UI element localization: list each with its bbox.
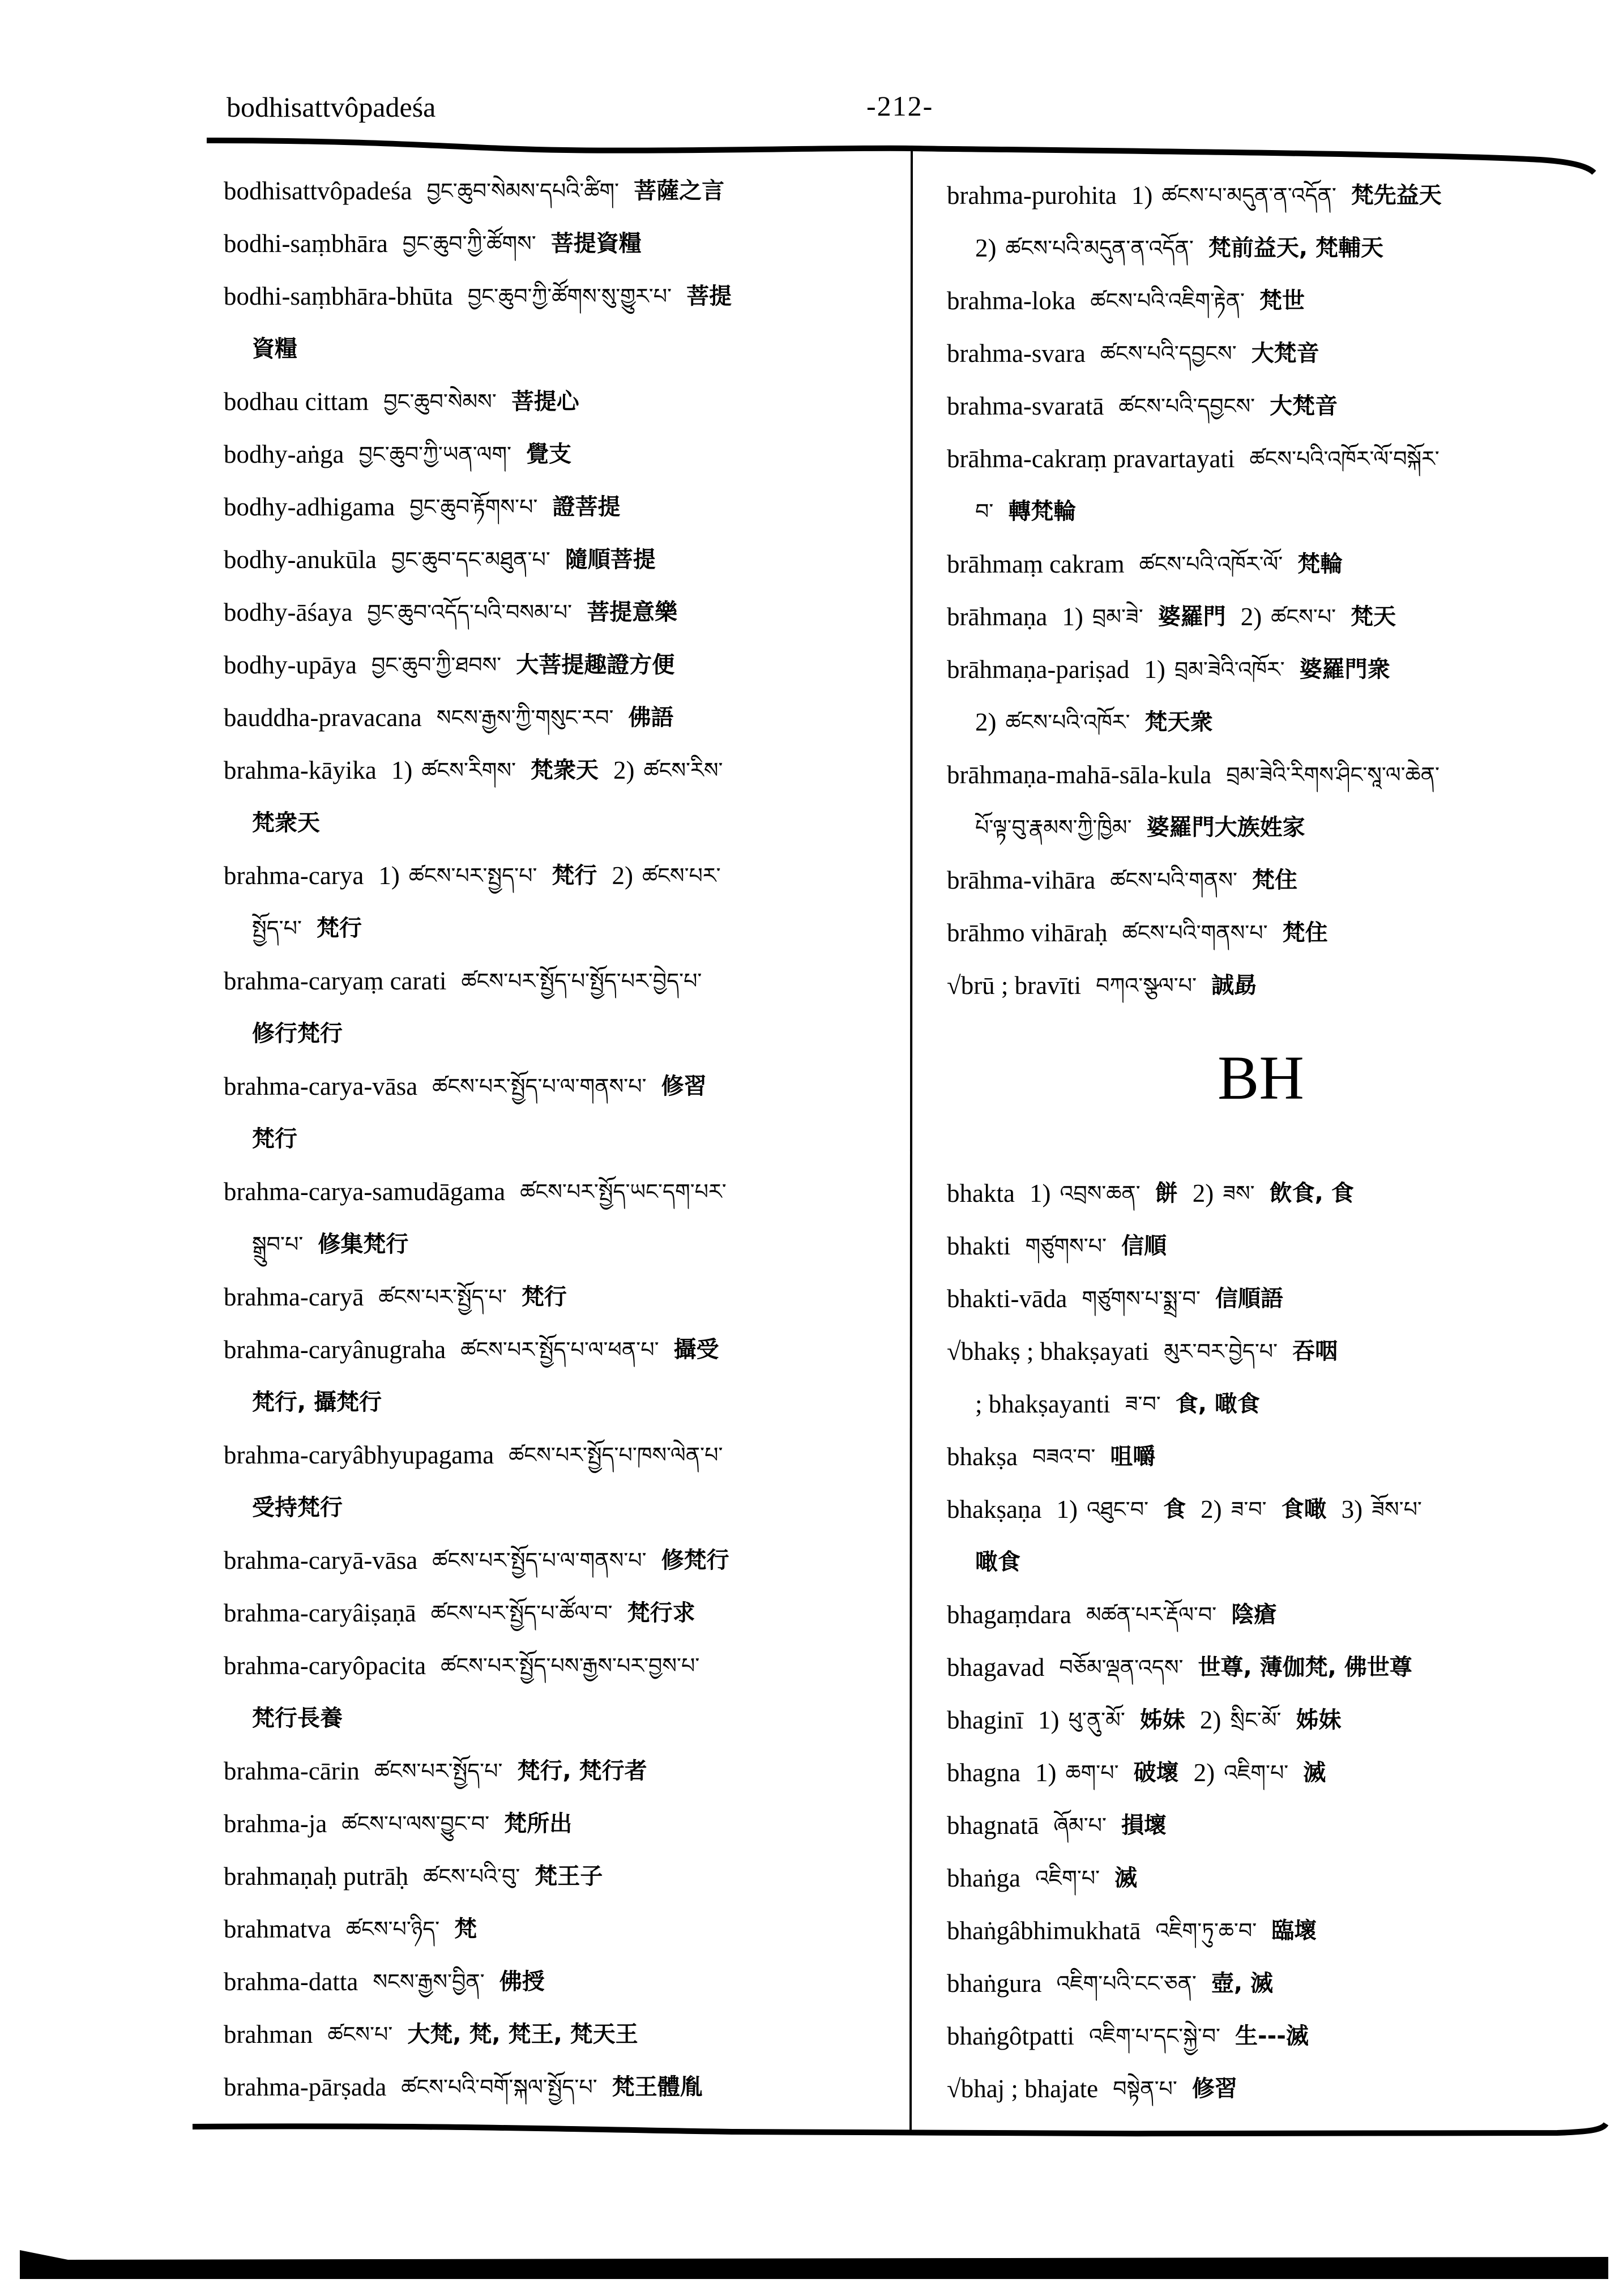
tibetan-equivalent: བྱང་ཆུབ་སེམས་དཔའི་ཚིག་ xyxy=(426,178,620,203)
sanskrit-term: brahma-datta xyxy=(224,1967,358,1996)
sanskrit-term: brahmaṇaḥ putrāḥ xyxy=(224,1862,409,1890)
sanskrit-term: brahmatva xyxy=(224,1914,331,1943)
chinese-equivalent: 證菩提 xyxy=(552,493,621,520)
chinese-equivalent: 壺, 滅 xyxy=(1211,1970,1274,1996)
sanskrit-term: bodhy-anukūla xyxy=(224,545,377,574)
tibetan-equivalent: བཟའ་བ་ xyxy=(1032,1444,1096,1469)
tibetan-equivalent: ཚངས་པ་མདུན་ན་འདོན་ xyxy=(1161,182,1336,208)
entry-continuation xyxy=(252,322,312,375)
tibetan-equivalent: ཚངས་པའི་གནས་ xyxy=(1110,867,1237,893)
chinese-equivalent: 損壞 xyxy=(1121,1812,1167,1838)
tibetan-equivalent: སངས་རྒྱས་བྱིན་ xyxy=(373,1969,485,1994)
chinese-equivalent: 梵行 xyxy=(521,1283,567,1310)
sanskrit-term: bodhi-saṃbhāra xyxy=(224,229,388,258)
dictionary-entry xyxy=(947,1167,1369,1219)
chinese-equivalent: 婆羅門衆 xyxy=(1299,656,1390,682)
sanskrit-term: brāhmaṇa-mahā-sāla-kula xyxy=(947,760,1212,789)
dictionary-entry xyxy=(947,1588,1291,1641)
dictionary-entry xyxy=(224,1639,714,1692)
dictionary-entry xyxy=(947,959,1271,1012)
chinese-equivalent: 菩提心 xyxy=(511,388,579,415)
entry-continuation xyxy=(975,485,1091,537)
tibetan-equivalent: བཀའ་སྩལ་པ་ xyxy=(1096,972,1197,998)
sanskrit-term: bhakta xyxy=(947,1179,1015,1207)
tibetan-equivalent: ཚངས་པར་སྤྱོད་པས་རྒྱས་པར་བྱས་པ་ xyxy=(441,1653,700,1678)
sanskrit-term: brahma-carya-samudāgama xyxy=(224,1177,506,1206)
dictionary-entry xyxy=(947,2009,1323,2062)
chinese-equivalent: 梵王子 xyxy=(535,1863,603,1889)
entry-continuation xyxy=(252,902,377,954)
chinese-equivalent: 餅 xyxy=(1155,1180,1178,1206)
tibetan-equivalent: ཚངས་རིགས་ xyxy=(421,757,516,783)
sanskrit-term: bhaṅgâbhimukhatā xyxy=(947,1916,1141,1945)
dictionary-entry xyxy=(224,428,586,480)
entry-continuation xyxy=(252,1218,423,1270)
sanskrit-term: bodhy-upāya xyxy=(224,650,357,679)
dictionary-entry xyxy=(947,1641,1427,1693)
dictionary-entry xyxy=(224,1797,587,1850)
tibetan-equivalent: བསྟེན་པ་ xyxy=(1113,2076,1177,2101)
chinese-equivalent: 陰瘡 xyxy=(1231,1601,1277,1628)
tibetan-equivalent: བྱང་ཆུབ་སེམས་ xyxy=(383,389,497,414)
tibetan-equivalent: བ་ xyxy=(975,498,994,524)
chinese-equivalent: 咀嚼 xyxy=(1110,1443,1156,1470)
sanskrit-term: brahman xyxy=(224,2020,313,2049)
chinese-equivalent: 菩提意樂 xyxy=(587,599,678,625)
dictionary-entry xyxy=(947,1746,1340,1799)
entry-continuation xyxy=(975,1535,1035,1588)
chinese-equivalent: 梵前益天, 梵輔天 xyxy=(1208,234,1383,261)
dictionary-entry xyxy=(224,375,594,428)
tibetan-equivalent: ཚངས་པའི་གནས་པ་ xyxy=(1122,920,1268,945)
tibetan-equivalent: བྱང་ཆུབ་ཀྱི་ཐབས་ xyxy=(371,652,502,677)
tibetan-equivalent: ཚངས་པར་ xyxy=(642,863,721,888)
chinese-equivalent: 梵行 xyxy=(252,1125,297,1152)
sanskrit-term: √brū ; bravīti xyxy=(947,971,1082,1000)
tibetan-equivalent: ཚངས་པའི་མདུན་ན་འདོན་ xyxy=(1005,235,1194,261)
sanskrit-term: bhagaṃdara xyxy=(947,1600,1071,1629)
chinese-equivalent: 修梵行 xyxy=(661,1547,729,1573)
tibetan-equivalent: ཟས་ xyxy=(1223,1180,1255,1206)
dictionary-entry xyxy=(224,533,670,586)
tibetan-equivalent: གཙུགས་པ་སྨྲ་བ་ xyxy=(1082,1286,1201,1311)
chinese-equivalent: 修行梵行 xyxy=(252,1020,343,1047)
tibetan-equivalent: སྤྱོད་པ་ xyxy=(252,915,302,941)
sanskrit-term: brāhmaṇa-pariṣad xyxy=(947,655,1130,684)
tibetan-equivalent: འབྲས་ཆན་ xyxy=(1060,1180,1141,1206)
sanskrit-term: bhaṅga xyxy=(947,1863,1020,1892)
sense-number: 2) xyxy=(612,861,633,890)
sanskrit-term: bhaṅgôtpatti xyxy=(947,2021,1074,2050)
sense-number: 1) xyxy=(1035,1758,1057,1787)
chinese-equivalent: 噉食 xyxy=(975,1548,1020,1575)
dictionary-entry xyxy=(224,744,737,796)
entry-continuation xyxy=(975,1377,1275,1430)
chinese-equivalent: 梵輪 xyxy=(1297,550,1343,577)
dictionary-entry xyxy=(224,691,689,744)
sense-number: 2) xyxy=(1199,1705,1221,1734)
sense-number: 1) xyxy=(1029,1179,1051,1207)
tibetan-equivalent: གཙུགས་པ་ xyxy=(1025,1233,1107,1258)
sense-number: 1) xyxy=(1144,655,1165,684)
tibetan-equivalent: འཇིག་ཏུ་ཆ་བ་ xyxy=(1155,1918,1257,1943)
chinese-equivalent: 覺支 xyxy=(526,441,572,467)
chinese-equivalent: 菩提 xyxy=(686,283,732,309)
sanskrit-term: brahma-caryâbhyupagama xyxy=(224,1440,494,1469)
dictionary-entry xyxy=(947,1325,1352,1377)
dictionary-entry xyxy=(224,164,739,217)
sense-number: 2) xyxy=(1193,1758,1215,1787)
dictionary-entry xyxy=(224,1586,710,1639)
dictionary-entry xyxy=(947,1693,1356,1746)
section-heading-bh: BH xyxy=(1218,1043,1304,1112)
tibetan-equivalent: ཟ་བ་ xyxy=(1231,1496,1267,1522)
entry-continuation xyxy=(252,1481,357,1534)
sense-number: 1) xyxy=(1062,602,1083,631)
sanskrit-term: brahma-svaratā xyxy=(947,391,1104,420)
chinese-equivalent: 飲食, 食 xyxy=(1269,1180,1354,1206)
sense-number: 3) xyxy=(1341,1495,1363,1523)
chinese-equivalent: 梵衆天 xyxy=(531,757,599,783)
tibetan-equivalent: འཇིག་པའི་ངང་ཅན་ xyxy=(1056,1970,1197,1996)
tibetan-equivalent: མཚན་པར་རྡོལ་བ་ xyxy=(1086,1602,1217,1627)
dictionary-entry xyxy=(224,1955,559,2008)
tibetan-equivalent: ཚངས་པ་ xyxy=(327,2021,393,2047)
chinese-equivalent: 梵行 xyxy=(316,915,362,941)
chinese-equivalent: 修習 xyxy=(1191,2075,1237,2102)
sanskrit-term: brahma-pārṣada xyxy=(224,2072,387,2101)
chinese-equivalent: 大菩提趣證方便 xyxy=(516,651,675,678)
sanskrit-term: brāhma-cakraṃ pravartayati xyxy=(947,444,1235,473)
chinese-equivalent: 攝受 xyxy=(673,1336,719,1363)
chinese-equivalent: 食噉 xyxy=(1281,1496,1327,1522)
chinese-equivalent: 佛語 xyxy=(628,704,674,731)
dictionary-entry xyxy=(947,274,1319,327)
dictionary-entry xyxy=(947,2062,1252,2115)
dictionary-entry xyxy=(947,1851,1152,1904)
sense-number: 2) xyxy=(1192,1179,1214,1207)
sanskrit-term: bhaginī xyxy=(947,1705,1023,1734)
chinese-equivalent: 梵天衆 xyxy=(1144,709,1213,735)
sanskrit-term: brahma-purohita xyxy=(947,181,1117,210)
sanskrit-term: bodhy-āśaya xyxy=(224,598,353,626)
chinese-equivalent: 梵先益天 xyxy=(1351,182,1442,208)
chinese-equivalent: 大梵音 xyxy=(1270,392,1338,419)
tibetan-equivalent: བཅོམ་ལྡན་འདས་ xyxy=(1059,1654,1184,1680)
chinese-equivalent: 生---滅 xyxy=(1235,2022,1309,2049)
chinese-equivalent: 婆羅門 xyxy=(1158,603,1226,630)
tibetan-equivalent: སྒྲུབ་པ་ xyxy=(252,1231,304,1257)
chinese-equivalent: 梵住 xyxy=(1282,919,1328,946)
chinese-equivalent: 梵所出 xyxy=(504,1810,573,1837)
chinese-equivalent: 梵行, 攝梵行 xyxy=(252,1389,382,1415)
sanskrit-term: bhakti xyxy=(947,1231,1011,1260)
dictionary-entry xyxy=(224,1850,617,1902)
tibetan-equivalent: འཇིག་པ་ xyxy=(1224,1760,1289,1785)
sense-number: 1) xyxy=(1056,1495,1078,1523)
chinese-equivalent: 梵行 xyxy=(552,862,597,889)
sense-number: 2) xyxy=(1201,1495,1222,1523)
dictionary-entry xyxy=(224,1902,492,1955)
sanskrit-term: bodhau cittam xyxy=(224,387,369,416)
entry-continuation xyxy=(252,1112,312,1165)
tibetan-equivalent: ཚངས་པའི་དབྱངས་ xyxy=(1118,393,1255,419)
tibetan-equivalent: ཚངས་པར་སྤྱོད་པ་ལ་གནས་པ་ xyxy=(432,1073,647,1099)
sanskrit-term: brahma-caryaṃ carati xyxy=(224,966,447,995)
chinese-equivalent: 佛授 xyxy=(499,1968,545,1995)
sanskrit-term: brāhma-vihāra xyxy=(947,865,1096,894)
tibetan-equivalent: ཚངས་པར་སྤྱོད་པ་ལ་གནས་པ་ xyxy=(432,1547,647,1573)
dictionary-entry xyxy=(947,1483,1437,1535)
dictionary-entry xyxy=(947,590,1411,643)
dictionary-entry xyxy=(947,853,1312,906)
sanskrit-term: brahma-caryā-vāsa xyxy=(224,1546,418,1574)
sanskrit-term: brāhmaṇa xyxy=(947,602,1048,631)
tibetan-equivalent: ཚངས་པར་སྤྱོད་པ་ xyxy=(374,1758,503,1783)
sanskrit-term: brahma-cārin xyxy=(224,1756,360,1785)
sanskrit-term: brahma-caryā xyxy=(224,1282,364,1311)
sanskrit-term: bodhy-adhigama xyxy=(224,492,395,521)
sanskrit-term: brāhmaṃ cakram xyxy=(947,549,1125,578)
dictionary-entry xyxy=(224,638,689,691)
chinese-equivalent: 吞咽 xyxy=(1292,1338,1338,1364)
chinese-equivalent: 滅 xyxy=(1114,1864,1138,1891)
tibetan-equivalent: ཕུ་ནུ་མོ་ xyxy=(1068,1707,1125,1732)
dictionary-entry xyxy=(224,1744,662,1797)
tibetan-equivalent: བྱང་ཆུབ་རྟོགས་པ་ xyxy=(409,494,538,519)
entry-continuation xyxy=(975,221,1398,274)
dictionary-entry xyxy=(947,1272,1298,1325)
chinese-equivalent: 婆羅門大族姓家 xyxy=(1146,814,1305,840)
dictionary-entry xyxy=(224,586,692,638)
tibetan-equivalent: ཞོམ་པ་ xyxy=(1053,1812,1107,1838)
chinese-equivalent: 資糧 xyxy=(252,335,297,362)
chinese-equivalent: 受持梵行 xyxy=(252,1494,343,1521)
dictionary-entry xyxy=(224,1165,741,1218)
tibetan-equivalent: བྲམ་ཟེའི་འཁོར་ xyxy=(1174,656,1285,682)
sanskrit-term: brahma-svara xyxy=(947,339,1086,368)
tibetan-equivalent: པོ་ལྟ་བུ་རྣམས་ཀྱི་ཁྱིམ་ xyxy=(975,814,1132,840)
dictionary-entry xyxy=(947,537,1357,590)
sense-number: 2) xyxy=(1240,602,1262,631)
tibetan-equivalent: ཚངས་པའི་བུ་ xyxy=(423,1863,520,1889)
chinese-equivalent: 大梵, 梵, 梵王, 梵天王 xyxy=(407,2021,638,2047)
tibetan-equivalent: ཚངས་པའི་འཁོར་ལོ་བསྐོར་ xyxy=(1249,446,1440,471)
tibetan-equivalent: ཚངས་པར་སྤྱོད་པ་ལ་ཕན་པ་ xyxy=(460,1337,659,1362)
tibetan-equivalent: ཚངས་པ་ཉིད་ xyxy=(345,1916,440,1941)
sanskrit-term: √bhaj ; bhajate xyxy=(947,2074,1099,2103)
chinese-equivalent: 梵行長養 xyxy=(252,1705,343,1731)
dictionary-entry xyxy=(947,432,1454,485)
tibetan-equivalent: ཚངས་པར་སྤྱད་པ་ xyxy=(408,863,537,888)
chinese-equivalent: 信順 xyxy=(1121,1232,1167,1259)
dictionary-entry xyxy=(224,2060,717,2113)
tibetan-equivalent: ཚངས་པའི་འཁོར་ལོ་ xyxy=(1139,551,1283,577)
dictionary-entry xyxy=(224,1323,734,1376)
sanskrit-term: bhaṅgura xyxy=(947,1969,1042,1998)
sanskrit-term: bodhy-aṅga xyxy=(224,439,344,468)
tibetan-equivalent: ཚངས་པར་སྤྱོད་ཡང་དག་པར་ xyxy=(520,1179,727,1204)
tibetan-equivalent: ཚངས་པ་ xyxy=(1271,604,1336,629)
tibetan-equivalent: མུར་བར་བྱེད་པ་ xyxy=(1164,1338,1278,1364)
tibetan-equivalent: ཚངས་པར་སྤྱོད་པ་ཁས་ལེན་པ་ xyxy=(509,1442,723,1467)
entry-continuation xyxy=(975,695,1227,748)
dictionary-entry xyxy=(224,270,746,322)
dictionary-entry xyxy=(947,1219,1181,1272)
dictionary-entry xyxy=(224,954,716,1007)
chinese-equivalent: 食 xyxy=(1163,1496,1186,1522)
tibetan-equivalent: ཚངས་པའི་འཇིག་རྟེན་ xyxy=(1090,288,1245,313)
chinese-equivalent: 姊妹 xyxy=(1296,1706,1342,1733)
tibetan-equivalent: བྱང་ཆུབ་འདོད་པའི་བསམ་པ་ xyxy=(367,599,573,625)
sanskrit-term: bhagna xyxy=(947,1758,1020,1787)
chinese-equivalent: 梵行, 梵行者 xyxy=(517,1757,647,1784)
tibetan-equivalent: སངས་རྒྱས་ཀྱི་གསུང་རབ་ xyxy=(436,705,614,730)
tibetan-equivalent: ཟོས་པ་ xyxy=(1372,1496,1422,1522)
entry-continuation xyxy=(252,1007,357,1060)
chinese-equivalent: 世尊, 薄伽梵, 佛世尊 xyxy=(1198,1654,1412,1680)
sanskrit-term: √bhakṣ ; bhakṣayati xyxy=(947,1337,1150,1365)
dictionary-entry xyxy=(224,480,635,533)
tibetan-equivalent: ཚངས་པར་སྤྱོད་པ་སྤྱོད་པར་བྱེད་པ་ xyxy=(461,968,702,993)
chinese-equivalent: 轉梵輪 xyxy=(1008,498,1077,524)
tibetan-equivalent: ཆག་པ་ xyxy=(1065,1760,1119,1785)
chinese-equivalent: 大梵音 xyxy=(1251,340,1319,366)
entry-continuation xyxy=(252,1376,396,1428)
sanskrit-term: bauddha-pravacana xyxy=(224,703,422,732)
chinese-equivalent: 食, 噉食 xyxy=(1175,1390,1260,1417)
dictionary-entry xyxy=(224,2008,653,2060)
tibetan-equivalent: བྲམ་ཟེའི་རིགས་ཤིང་སཱ་ལ་ཆེན་ xyxy=(1226,762,1440,787)
sense-number: 1) xyxy=(1037,1705,1060,1734)
sanskrit-term: brahma-caryânugraha xyxy=(224,1335,446,1364)
dictionary-entry xyxy=(224,1060,721,1112)
sanskrit-term: brahma-carya xyxy=(224,861,364,890)
tibetan-equivalent: ཚངས་པའི་བགོ་སྐལ་སྤྱོད་པ་ xyxy=(401,2074,597,2099)
tibetan-equivalent: ཚངས་པར་སྤྱོད་པ་ཚོལ་བ་ xyxy=(430,1600,613,1625)
dictionary-entry xyxy=(224,217,656,270)
chinese-equivalent: 修習 xyxy=(661,1073,707,1099)
tibetan-equivalent: ཚངས་པའི་དབྱངས་ xyxy=(1100,340,1237,366)
sanskrit-term: brāhmo vihāraḥ xyxy=(947,918,1108,947)
sanskrit-term: bhakti-vāda xyxy=(947,1284,1067,1313)
tibetan-equivalent: ཚངས་པར་སྤྱོད་པ་ xyxy=(378,1284,507,1309)
tibetan-equivalent: འཇིག་པ་དང་སྐྱེ་བ་ xyxy=(1088,2023,1221,2049)
chinese-equivalent: 隨順菩提 xyxy=(565,546,656,573)
page-number: -212- xyxy=(866,90,934,122)
chinese-equivalent: 梵世 xyxy=(1259,287,1305,314)
chinese-equivalent: 梵住 xyxy=(1252,867,1297,893)
chinese-equivalent: 梵衆天 xyxy=(252,809,320,836)
sanskrit-term: brahma-loka xyxy=(947,286,1076,315)
sanskrit-term: bodhi-saṃbhāra-bhūta xyxy=(224,281,453,310)
tibetan-equivalent: བྲམ་ཟེ་ xyxy=(1092,604,1143,629)
column-divider xyxy=(911,148,912,2131)
dictionary-entry xyxy=(947,906,1343,959)
chinese-equivalent: 破壞 xyxy=(1133,1759,1179,1786)
sense-number: 2) xyxy=(975,707,997,736)
tibetan-equivalent: ཚངས་པ་ལས་བྱུང་བ་ xyxy=(341,1811,490,1836)
chinese-equivalent: 梵 xyxy=(454,1915,477,1942)
dictionary-entry xyxy=(947,327,1334,379)
running-head: bodhisattvôpadeśa xyxy=(227,91,436,123)
dictionary-entry xyxy=(947,1957,1288,2009)
chinese-equivalent: 菩提資糧 xyxy=(550,230,642,257)
dictionary-entry xyxy=(224,1534,744,1586)
bottom-rule xyxy=(193,2124,1606,2133)
sense-number: 1) xyxy=(391,756,413,784)
sense-number: 2) xyxy=(613,756,635,784)
dictionary-entry xyxy=(224,849,736,902)
scan-edge-band xyxy=(20,2250,1608,2279)
sanskrit-term: bodhisattvôpadeśa xyxy=(224,176,412,205)
sanskrit-term: bhakṣa xyxy=(947,1442,1018,1471)
chinese-equivalent: 信順語 xyxy=(1215,1285,1284,1312)
tibetan-equivalent: བྱང་ཆུབ་ཀྱི་ཚོགས་ xyxy=(402,231,536,256)
tibetan-equivalent: བྱང་ཆུབ་ཀྱི་ཚོགས་སུ་གྱུར་པ་ xyxy=(467,283,672,309)
entry-continuation xyxy=(975,801,1320,853)
chinese-equivalent: 臨壞 xyxy=(1271,1917,1317,1944)
entry-continuation xyxy=(252,796,335,849)
dictionary-entry xyxy=(947,643,1405,695)
chinese-equivalent: 誠勗 xyxy=(1211,972,1257,998)
dictionary-entry xyxy=(947,1430,1170,1483)
dictionary-entry xyxy=(947,1799,1181,1851)
chinese-equivalent: 姊妹 xyxy=(1139,1706,1185,1733)
sense-number: 1) xyxy=(1131,181,1153,210)
tibetan-equivalent: བྱང་ཆུབ་ཀྱི་ཡན་ལག་ xyxy=(358,441,512,467)
chinese-equivalent: 梵王體胤 xyxy=(612,2073,703,2100)
tibetan-equivalent: སྲིང་མོ་ xyxy=(1230,1707,1282,1732)
dictionary-entry xyxy=(224,1270,582,1323)
tibetan-equivalent: འཐུང་བ་ xyxy=(1086,1496,1149,1522)
chinese-equivalent: 菩薩之言 xyxy=(634,177,725,204)
dictionary-entry xyxy=(947,1904,1331,1957)
dictionary-entry xyxy=(947,169,1457,221)
sanskrit-term: ; bhakṣayanti xyxy=(975,1389,1111,1418)
chinese-equivalent: 梵行求 xyxy=(627,1599,695,1626)
dictionary-entry xyxy=(224,1428,737,1481)
sanskrit-term: bhakṣaṇa xyxy=(947,1495,1042,1523)
tibetan-equivalent: ཚངས་པའི་འཁོར་ xyxy=(1005,709,1130,735)
sanskrit-term: brahma-ja xyxy=(224,1809,327,1838)
tibetan-equivalent: ཚངས་རིས་ xyxy=(643,757,723,783)
sanskrit-term: brahma-kāyika xyxy=(224,756,377,784)
tibetan-equivalent: འཇིག་པ་ xyxy=(1035,1865,1100,1890)
tibetan-equivalent: བྱང་ཆུབ་དང་མཐུན་པ་ xyxy=(391,547,550,572)
sanskrit-term: brahma-carya-vāsa xyxy=(224,1072,418,1100)
chinese-equivalent: 梵天 xyxy=(1351,603,1396,630)
dictionary-entry xyxy=(947,748,1454,801)
sense-number: 1) xyxy=(378,861,400,890)
sense-number: 2) xyxy=(975,233,997,262)
chinese-equivalent: 滅 xyxy=(1303,1759,1326,1786)
chinese-equivalent: 修集梵行 xyxy=(318,1231,409,1257)
sanskrit-term: brahma-caryâiṣaṇā xyxy=(224,1598,416,1627)
tibetan-equivalent: ཟ་བ་ xyxy=(1125,1391,1161,1416)
sanskrit-term: brahma-caryôpacita xyxy=(224,1651,426,1680)
dictionary-entry xyxy=(947,379,1352,432)
sanskrit-term: bhagavad xyxy=(947,1653,1045,1682)
entry-continuation xyxy=(252,1692,357,1744)
sanskrit-term: bhagnatā xyxy=(947,1811,1039,1840)
